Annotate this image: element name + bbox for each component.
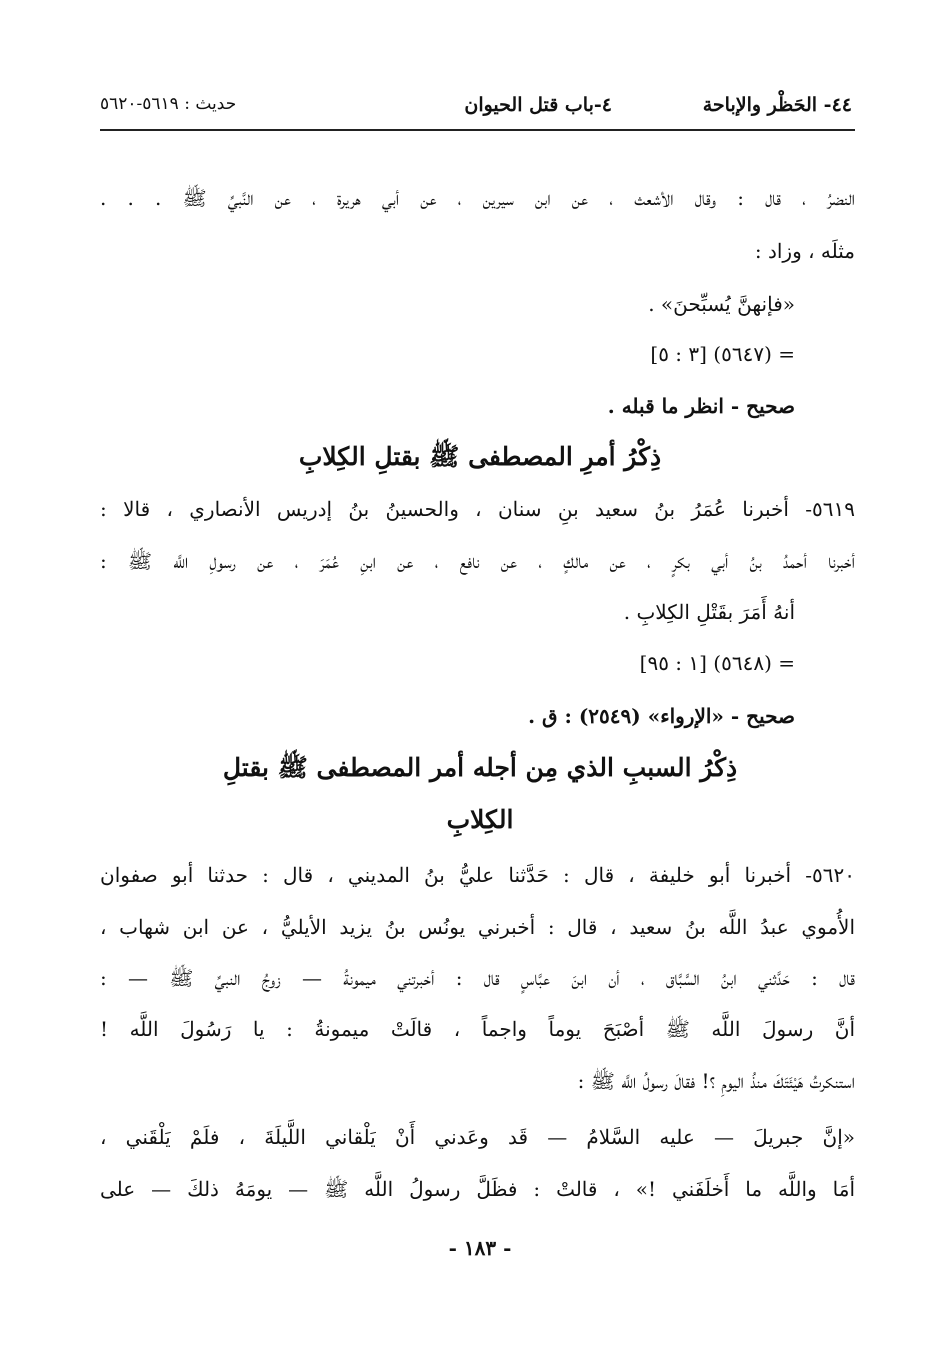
text-line: مثلَه ، وزاد : <box>754 239 855 263</box>
section-heading-continued: الكِلابِ <box>446 805 514 834</box>
text-line: أنَّ رسولَ اللَّه ﷺ أصْبَحَ يوماً واجماً ، قالَتْ ميمونةُ : يا رَسُولَ اللَّه ! <box>100 1017 855 1041</box>
section-heading: ذِكْرُ أمرِ المصطفى ﷺ بقتلِ الكِلابِ <box>298 442 662 471</box>
text-line: ٥٦٢٠- أخبرنا أبو خليفة ، قال : حَدَّثنا عليُّ بنُ المديني ، قال : حدثنا أبو صفوان <box>100 863 855 887</box>
text-line: الأُموي عبدُ اللَّه بنُ سعيد ، قال : أخبرني يونُس بنُ يزيد الأيليُّ ، عن ابن شهاب ، <box>100 915 855 939</box>
chapter-title: ٤-باب قتل الحيوان <box>464 94 612 116</box>
header-divider <box>100 129 855 131</box>
hadith-range: حديث : ٥٦١٩-٥٦٢٠ <box>100 94 237 114</box>
text-line: «فإنهنَّ يُسبِّحنَ» . <box>648 292 795 316</box>
page-number: - ١٨٣ - <box>448 1236 512 1260</box>
text-line: أمَا واللَّه ما أَخلَفَني !» ، قالتْ : فظَلَّ رسولُ اللَّه ﷺ — يومَهُ ذلكَ — على <box>100 1177 855 1201</box>
text-line: = (٥٦٤٧) [٣ : ٥] <box>650 342 795 366</box>
text-line: أخبرنا أحمدُ بنُ أبي بكرٍ ، عن مالكٍ ، عن نافع ، عن ابنِ عُمَرَ ، عن رسولِ اللَّه ﷺ : <box>100 549 855 573</box>
book-title: ٤٤- الحَظْر والإباحة <box>702 94 852 116</box>
text-line: النضرُ ، قال : وقال الأشعث ، عن ابن سيرين ، عن أبي هريرة ، عن النَّبيِّ ﷺ . . . <box>100 186 855 210</box>
text-line: استنكرتُ هَيْئَتَكَ منذُ اليومِ ؟! فقالَ رسولُ اللَّه ﷺ : <box>577 1069 855 1093</box>
text-line: «إنَّ جبريلَ — عليه السَّلامُ — قَد وعَدني أَنْ يَلْقاني اللَّيلَةَ ، فلَمْ يَلْقَني ، <box>100 1125 855 1149</box>
grading-line: صحيح - انظر ما قبله . <box>607 394 795 418</box>
text-line: قال : حَدَّثني ابنُ السَّبَّاق ، أن ابنَ عبَّاسٍ قال : أخبرتني ميمونةُ — زوجُ النبيِّ ﷺ — : <box>100 966 855 990</box>
text-line: = (٥٦٤٨) [١ : ٩٥] <box>639 651 795 675</box>
section-heading: ذِكْرُ السببِ الذي مِن أجله أمر المصطفى ﷺ بقتلِ <box>222 753 738 782</box>
running-header <box>100 88 852 122</box>
text-line: أنهُ أَمَرَ بقَتْلِ الكِلابِ . <box>623 600 795 624</box>
text-line: ٥٦١٩- أخبرنا عُمَرُ بنُ سعيد بنِ سنان ، والحسينُ بنُ إدريس الأنصاري ، قالا : <box>100 497 855 521</box>
grading-line: صحيح - «الإرواء» (٢٥٤٩) : ق . <box>528 704 795 728</box>
